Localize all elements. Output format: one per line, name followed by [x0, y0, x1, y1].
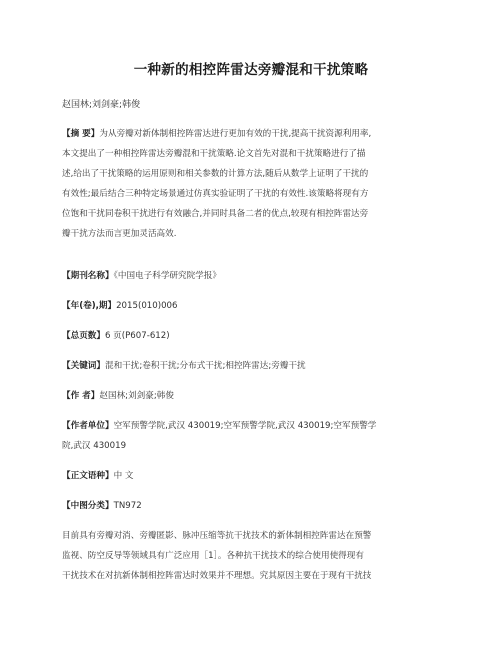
pages-field [62, 326, 442, 346]
keywords-field [62, 356, 442, 376]
author-line: 赵国林;刘剑豪;韩俊 [62, 100, 141, 110]
body-text [62, 526, 442, 586]
body-line: 监视、防空反导等领域具有广泛应用［1］。各种抗干扰技术的综合使用使得现有 [62, 551, 364, 561]
clc-value: TN972 [113, 501, 142, 511]
year-field [62, 296, 442, 316]
year-label: 【年(卷),期】 [62, 301, 117, 311]
abstract-line: 位饱和干扰同卷积干扰进行有效融合,并同时具备二者的优点,较现有相控阵雷达旁 [62, 209, 369, 219]
abstract-line: 瓣干扰方法而言更加灵活高效. [62, 229, 177, 239]
keywords-label: 【关键词】 [62, 361, 105, 371]
language-field [62, 466, 442, 486]
unit-value-line1: 空军预警学院,武汉 430019;空军预警学院,武汉 430019;空军预警学 [113, 421, 377, 431]
body-line: 干扰技术在对抗新体制相控阵雷达时效果并不理想。究其原因主要在于现有干扰技 [62, 571, 372, 581]
pages-label: 【总页数】 [62, 331, 105, 341]
language-label: 【正文语种】 [62, 471, 114, 481]
abstract-line: 为从旁瓣对新体制相控阵雷达进行更加有效的干扰,提高干扰资源利用率, [99, 129, 372, 139]
abstract-line: 本文提出了一种相控阵雷达旁瓣混和干扰策略.论文首先对混和干扰策略进行了描 [62, 149, 366, 159]
keywords-value: 混和干扰;卷积干扰;分布式干扰;相控阵雷达;旁瓣干扰 [104, 361, 306, 371]
abstract-label: 【摘 要】 [62, 129, 100, 139]
author-label: 【作 者】 [62, 391, 100, 401]
author-value: 赵国林;刘剑豪;韩俊 [99, 391, 174, 401]
clc-field [62, 496, 442, 516]
pages-value: 6 页(P607-612) [104, 331, 170, 341]
page-title: 一种新的相控阵雷达旁瓣混和干扰策略 [133, 62, 369, 78]
language-value: 中 文 [113, 471, 134, 481]
journal-label: 【期刊名称】 [62, 271, 114, 281]
abstract-line: 述,给出了干扰策略的运用原则和相关参数的计算方法,随后从数学上证明了干扰的 [62, 169, 369, 179]
year-value: 2015(010)006 [116, 301, 178, 311]
author-field [62, 386, 442, 406]
body-line: 目前具有旁瓣对消、旁瓣匿影、脉冲压缩等抗干扰技术的新体制相控阵雷达在预警 [62, 531, 372, 541]
abstract-section [62, 124, 442, 244]
journal-value: 《中国电子科学研究院学报》 [113, 271, 221, 281]
journal-field [62, 266, 442, 286]
unit-field [62, 416, 442, 456]
abstract-line: 有效性;最后结合三种特定场景通过仿真实验证明了干扰的有效性.该策略将现有方 [62, 189, 369, 199]
clc-label: 【中图分类】 [62, 501, 114, 511]
unit-label: 【作者单位】 [62, 421, 114, 431]
unit-value-line2: 院,武汉 430019 [62, 441, 127, 451]
